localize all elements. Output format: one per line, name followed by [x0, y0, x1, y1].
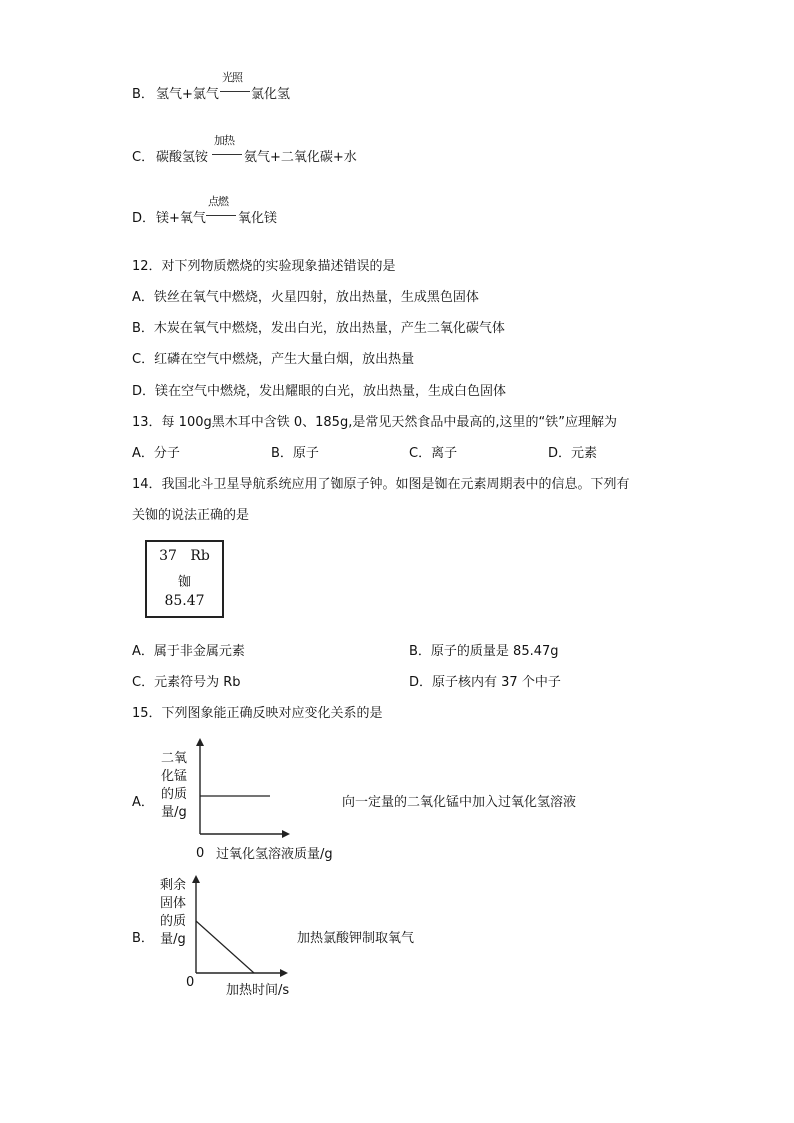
graph-b-x-arrow	[280, 969, 288, 977]
graph-a-x-arrow	[282, 830, 290, 838]
graph-a-ylabel-line1: 二氧	[160, 751, 187, 766]
q11-option-d-products: 氧化镁	[238, 211, 278, 226]
graph-b-ylabel-line1: 剩余	[159, 878, 186, 893]
q11-option-b-condition: 光照	[222, 71, 242, 84]
graph-b-x-axis-label: 加热时间/s	[226, 983, 290, 998]
q11-option-c-prefix: C．	[132, 150, 155, 165]
q14-stem-line2: 关铷的说法正确的是	[132, 508, 250, 523]
q11-option-d-condition: 点燃	[208, 195, 228, 208]
q11-option-c-condition: 加热	[214, 134, 234, 147]
element-card-rubidium	[145, 540, 224, 618]
q11-option-c-products: 氨气+二氧化碳+水	[244, 150, 357, 165]
graph-a-origin: 0	[196, 846, 205, 861]
graph-b-ylabel-line2: 固体	[159, 896, 186, 911]
q12-option-c: C．红磷在空气中燃烧，产生大量白烟，放出热量	[132, 352, 415, 367]
q14-option-c: C．元素符号为 Rb	[132, 675, 241, 690]
q11-option-b-arrow-line	[220, 91, 250, 92]
graph-b-series-line	[196, 921, 254, 973]
graph-b-y-arrow	[192, 875, 200, 883]
q12-option-a: A．铁丝在氧气中燃烧，火星四射，放出热量，生成黑色固体	[132, 290, 479, 305]
graph-a-y-axis-label	[156, 750, 192, 822]
q14-option-a: A．属于非金属元素	[132, 644, 245, 659]
element-atomic-mass: 85.47	[164, 593, 205, 609]
graph-b-ylabel-line3: 的质	[159, 914, 186, 929]
graph-b-option-label: B．	[132, 931, 154, 946]
q11-option-c-reactants: 碳酸氢铵	[156, 150, 209, 165]
element-card-top	[147, 548, 222, 564]
element-atomic-number: 37	[159, 548, 177, 564]
q13-option-d: D．元素	[548, 446, 598, 461]
graph-b-plot	[186, 875, 298, 977]
q11-option-b-prefix: B．	[132, 87, 154, 102]
q13-option-a: A．分子	[132, 446, 180, 461]
q11-option-b-reactants: 氢气+氯气	[156, 87, 219, 102]
graph-a-ylabel-line4: 量/g	[161, 805, 187, 820]
q13-stem: 13．每 100g黑木耳中含铁 0、185g,是常见天然食品中最高的,这里的“铁”应理解为	[132, 415, 617, 430]
graph-a-ylabel-line2: 化锰	[160, 769, 187, 784]
element-symbol: Rb	[190, 548, 210, 564]
graph-a-ylabel-line3: 的质	[160, 787, 187, 802]
q11-option-b-products: 氯化氢	[251, 87, 291, 102]
element-name: 铷	[177, 575, 191, 590]
graph-a-y-arrow	[196, 738, 204, 746]
q11-option-c-arrow-line	[212, 154, 242, 155]
q13-option-b: B．原子	[271, 446, 319, 461]
q12-option-d: D．镁在空气中燃烧，发出耀眼的白光，放出热量，生成白色固体	[132, 384, 507, 399]
q11-option-d-prefix: D．	[132, 211, 156, 226]
graph-a-option-label: A．	[132, 795, 154, 810]
q14-stem-line1: 14．我国北斗卫星导航系统应用了铷原子钟。如图是铷在元素周期表中的信息。下列有	[132, 477, 630, 492]
q11-option-d-reactants: 镁+氧气	[156, 211, 206, 226]
graph-b-ylabel-line4: 量/g	[160, 932, 186, 947]
q13-option-c: C．离子	[409, 446, 458, 461]
q14-option-b: B．原子的质量是 85.47g	[409, 644, 559, 659]
graph-b-description: 加热氯酸钾制取氧气	[297, 931, 415, 946]
graph-b-origin: 0	[186, 975, 195, 990]
q14-option-d: D．原子核内有 37 个中子	[409, 675, 561, 690]
graph-a-plot	[190, 738, 300, 838]
q11-option-d-arrow-line	[206, 215, 236, 216]
q12-option-b: B．木炭在氧气中燃烧，发出白光，放出热量，产生二氧化碳气体	[132, 321, 505, 336]
q15-stem: 15．下列图象能正确反映对应变化关系的是	[132, 706, 383, 721]
graph-a-x-axis-label: 过氧化氢溶液质量/g	[216, 847, 333, 862]
graph-a-description: 向一定量的二氧化锰中加入过氧化氢溶液	[342, 795, 577, 810]
q12-stem: 12．对下列物质燃烧的实验现象描述错误的是	[132, 259, 396, 274]
